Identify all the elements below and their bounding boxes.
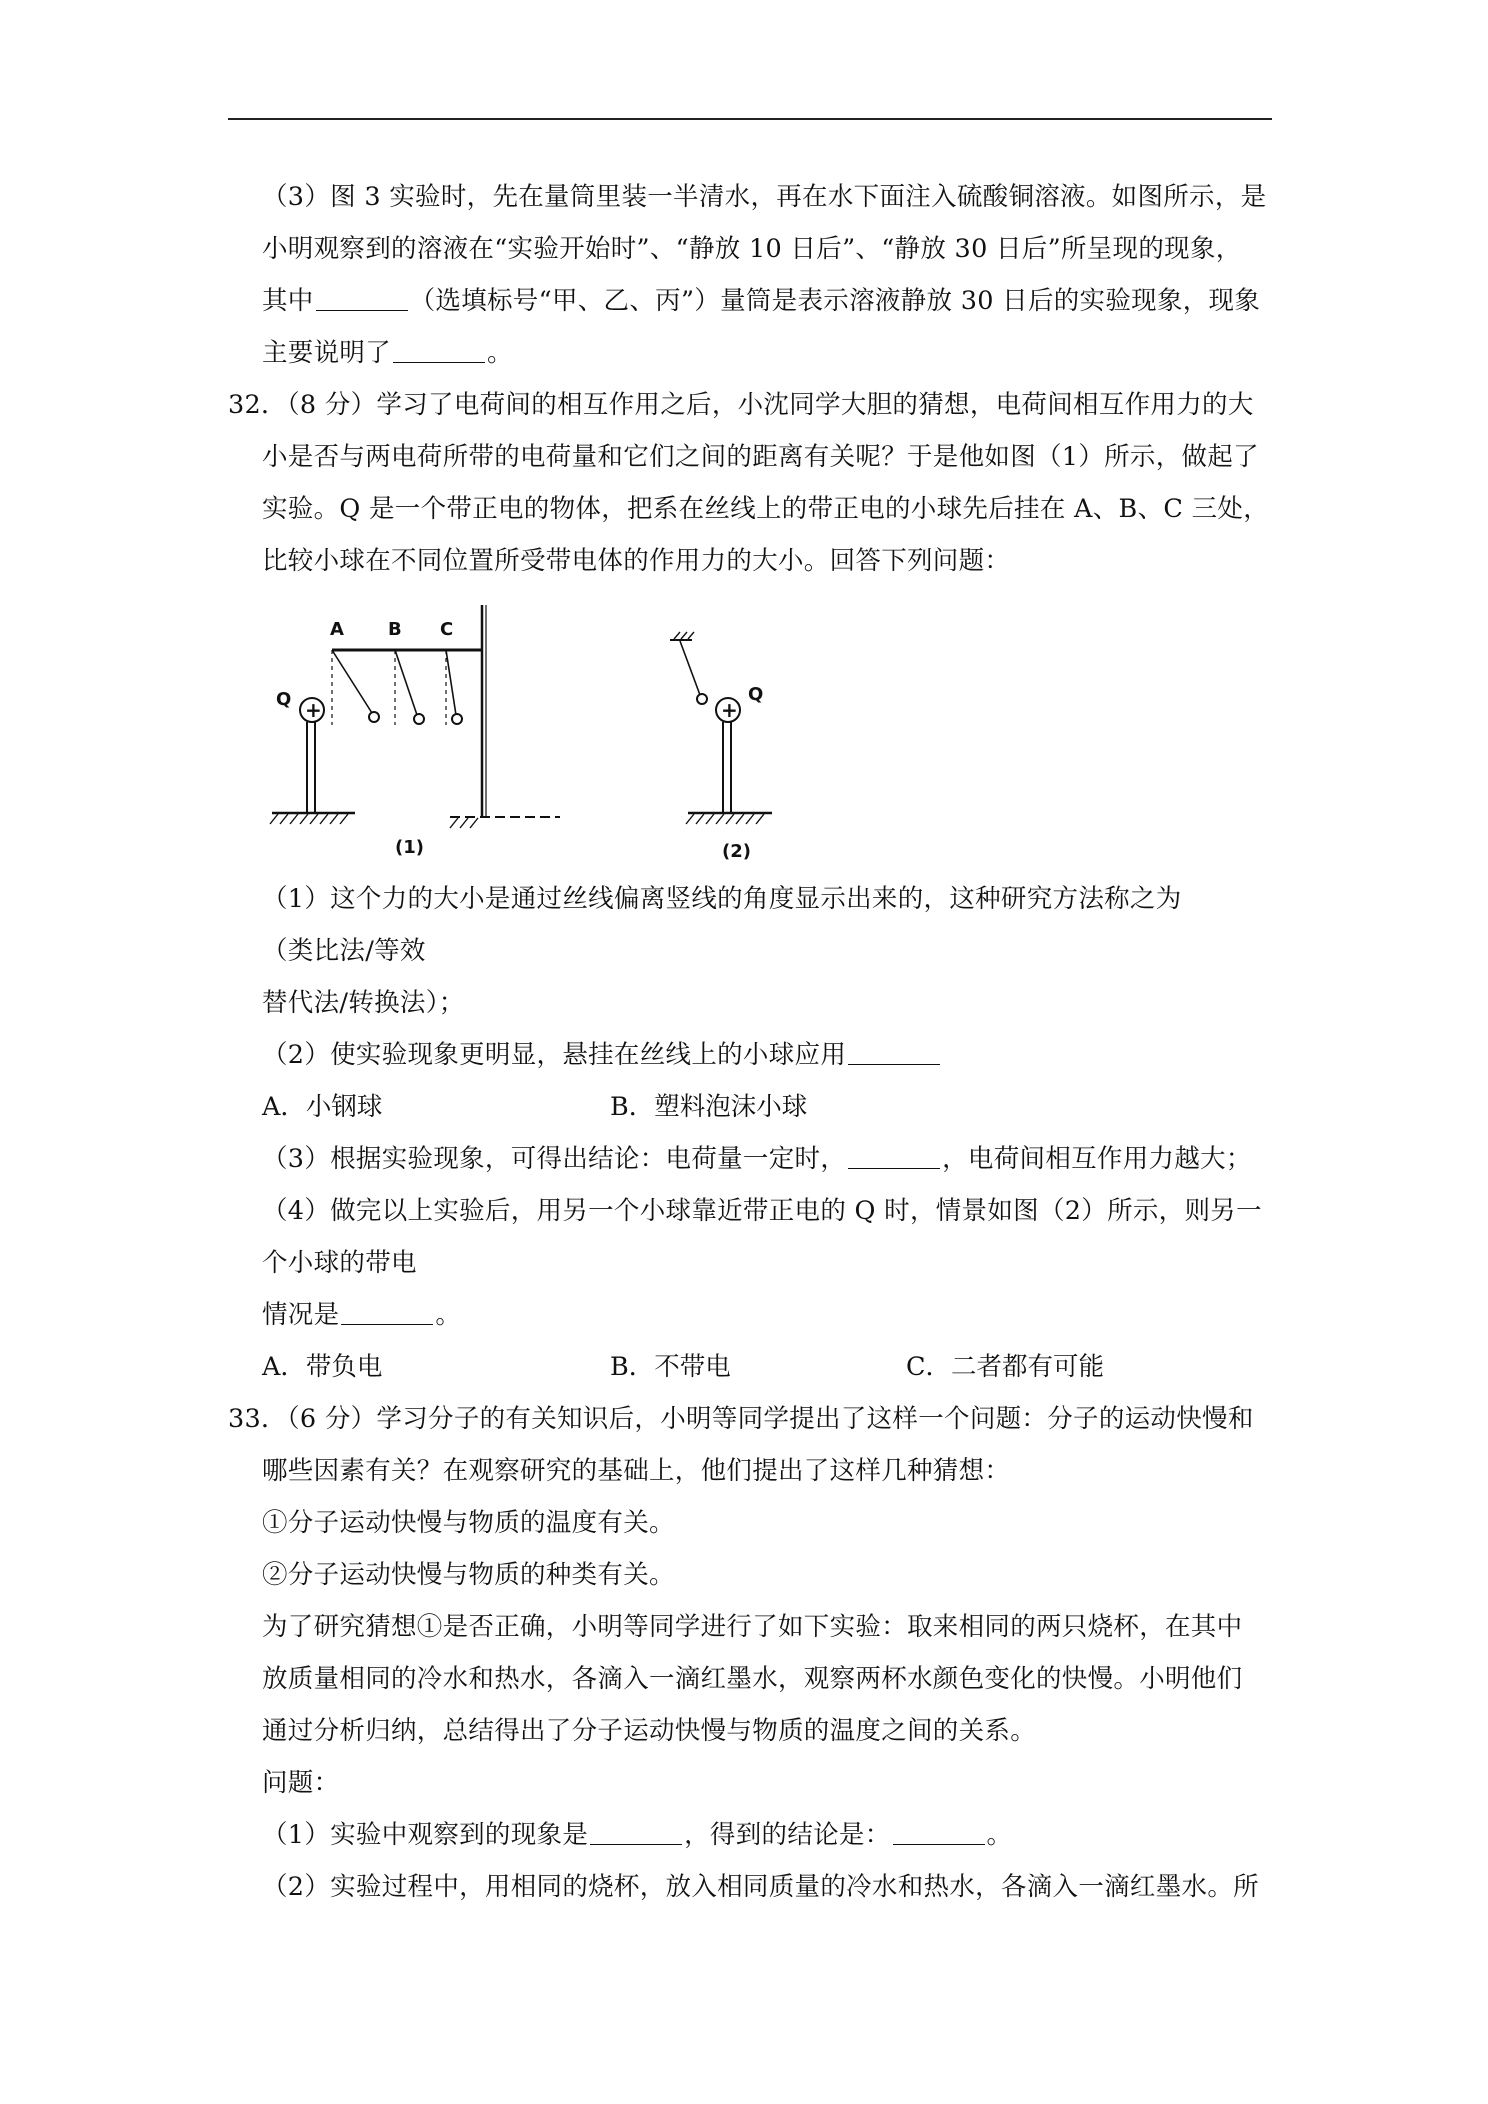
q32-p2: （2）使实验现象更明显，悬挂在丝线上的小球应用 [262,1038,942,1072]
q32-p4-line2: 个小球的带电 [262,1248,417,1278]
label-q: Q [276,689,292,710]
answer-blank [893,1820,985,1845]
q32-p4-option-c: C．二者都有可能 [906,1352,1105,1382]
q32-p3: （3）根据实验现象，可得出结论：电荷量一定时， ，电荷间相互作用力越大； [262,1144,1252,1174]
q32-p4-option-b: B．不带电 [610,1352,731,1382]
q31-p3-line3: 其中 （选填标号“甲、乙、丙”）量筒是表示溶液静放 30 日后的实验现象，现象 [262,286,1261,316]
q32-p4-line3: 情况是 。 [262,1300,462,1330]
q33-intro-line2: 哪些因素有关？在观察研究的基础上，他们提出了这样几种猜想： [262,1456,1011,1486]
q33-p2: （2）实验过程中，用相同的烧杯，放入相同质量的冷水和热水，各滴入一滴红墨水。所 [262,1872,1259,1902]
ball-a [369,712,379,722]
answer-blank [848,1040,940,1065]
q31-p3-line4: 主要说明了 。 [262,338,513,368]
q31-p3-line2: 小明观察到的溶液在“实验开始时”、“静放 10 日后”、“静放 30 日后”所呈现的现象， [262,234,1242,264]
answer-blank [341,1300,433,1325]
q32-intro-line2: 小是否与两电荷所带的电荷量和它们之间的距离有关呢？于是他如图（1）所示，做起了 [262,442,1259,472]
label-q-fig2: Q [748,684,764,705]
q33-p1: （1）实验中观察到的现象是 ，得到的结论是： 。 [262,1820,1013,1850]
figure-1-label: (1) [395,837,424,858]
q33-text-line3: 通过分析归纳，总结得出了分子运动快慢与物质的温度之间的关系。 [262,1716,1037,1746]
header-rule [228,118,1272,120]
q33-intro-line1: 33．（6 分）学习分子的有关知识后，小明等同学提出了这样一个问题：分子的运动快慢和 [228,1404,1254,1434]
label-a: A [330,619,344,640]
q32-p2-option-b: B．塑料泡沫小球 [610,1092,808,1122]
q32-figure [260,595,800,875]
q31-p3-line1: （3）图 3 实验时，先在量筒里装一半清水，再在水下面注入硫酸铜溶液。如图所示，是 [262,182,1267,212]
q32-p4-option-a: A．带负电 [262,1352,383,1382]
q32-p2-option-a: A．小钢球 [262,1092,383,1122]
q32-p4-line1: （4）做完以上实验后，用另一个小球靠近带正电的 Q 时，情景如图（2）所示，则另一 [262,1196,1262,1226]
q33-text-line2: 放质量相同的冷水和热水，各滴入一滴红墨水，观察两杯水颜色变化的快慢。小明他们 [262,1664,1243,1694]
q32-p1-line3: 替代法/转换法）； [262,988,465,1018]
answer-blank [393,338,485,363]
answer-blank [590,1820,682,1845]
q33-text-line1: 为了研究猜想①是否正确，小明等同学进行了如下实验：取来相同的两只烧杯，在其中 [262,1612,1243,1642]
q32-intro-line3: 实验。Q 是一个带正电的物体，把系在丝线上的带正电的小球先后挂在 A、B、C 三处， [262,494,1269,524]
plus-sign-fig2: + [721,698,738,722]
q33-guess-2: ②分子运动快慢与物质的种类有关。 [262,1560,675,1590]
answer-blank [316,286,408,311]
q32-p1-line1: （1）这个力的大小是通过丝线偏离竖线的角度显示出来的，这种研究方法称之为 [262,884,1182,914]
answer-blank [848,1144,940,1169]
plus-sign: + [305,698,322,722]
q32-intro-line4: 比较小球在不同位置所受带电体的作用力的大小。回答下列问题： [262,546,1011,576]
q32-intro-line1: 32．（8 分）学习了电荷间的相互作用之后，小沈同学大胆的猜想，电荷间相互作用力的大 [228,390,1254,420]
other-ball [697,694,707,704]
q33-question-label: 问题： [262,1768,340,1798]
ball-b [414,714,424,724]
figure-2-label: (2) [722,841,751,862]
q33-guess-1: ①分子运动快慢与物质的温度有关。 [262,1508,675,1538]
ball-c [452,714,462,724]
label-c: C [440,619,454,640]
label-b: B [388,619,402,640]
q32-p1-line2: （类比法/等效 [262,936,426,966]
